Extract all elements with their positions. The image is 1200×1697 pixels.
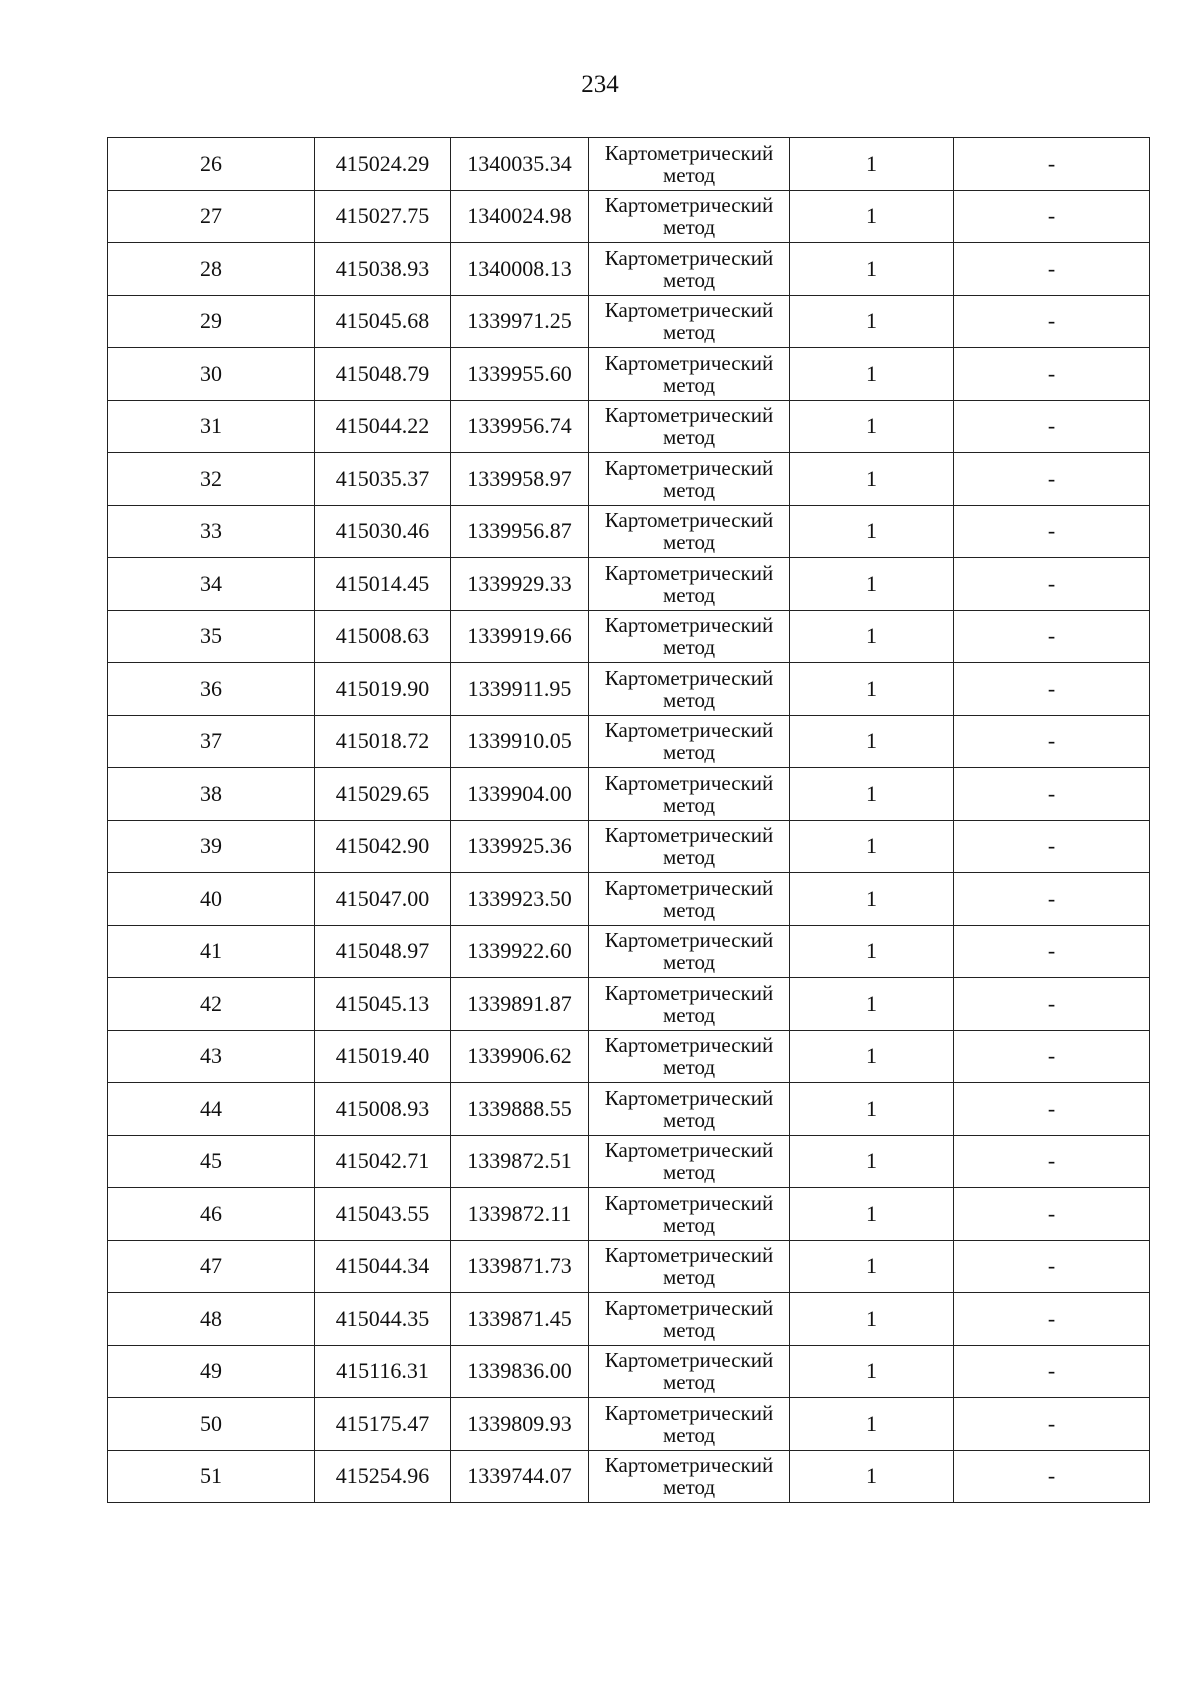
x-coordinate-cell: 415008.93 xyxy=(315,1083,451,1136)
table-row xyxy=(108,400,1150,453)
method-line-2: метод xyxy=(662,215,716,240)
point-number-cell: 45 xyxy=(108,1135,315,1188)
method-line-1: Картометрический xyxy=(604,1190,774,1215)
method-line-1: Картометрический xyxy=(604,1033,774,1058)
method-line-1: Картометрический xyxy=(604,823,774,848)
method-cell xyxy=(589,1240,790,1293)
point-number-cell: 50 xyxy=(108,1398,315,1451)
method-cell xyxy=(589,138,790,191)
y-coordinate-cell: 1339958.97 xyxy=(451,453,589,506)
note-cell: - xyxy=(954,873,1150,926)
method-line-2: метод xyxy=(662,267,716,292)
point-number-cell: 42 xyxy=(108,978,315,1031)
table-row xyxy=(108,243,1150,296)
y-coordinate-cell: 1339955.60 xyxy=(451,348,589,401)
method-line-2: метод xyxy=(662,740,716,765)
accuracy-cell: 1 xyxy=(790,1398,954,1451)
x-coordinate-cell: 415175.47 xyxy=(315,1398,451,1451)
table-row xyxy=(108,820,1150,873)
note-cell: - xyxy=(954,1450,1150,1503)
method-cell xyxy=(589,1450,790,1503)
accuracy-cell: 1 xyxy=(790,295,954,348)
method-line-2: метод xyxy=(662,897,716,922)
note-cell: - xyxy=(954,453,1150,506)
note-cell: - xyxy=(954,1135,1150,1188)
method-cell xyxy=(589,505,790,558)
y-coordinate-cell: 1339925.36 xyxy=(451,820,589,873)
y-coordinate-cell: 1339904.00 xyxy=(451,768,589,821)
method-line-2: метод xyxy=(662,162,716,187)
method-line-1: Картометрический xyxy=(604,980,774,1005)
method-cell xyxy=(589,558,790,611)
accuracy-cell: 1 xyxy=(790,505,954,558)
point-number-cell: 47 xyxy=(108,1240,315,1293)
method-line-2: метод xyxy=(662,1212,716,1237)
y-coordinate-cell: 1340008.13 xyxy=(451,243,589,296)
point-number-cell: 35 xyxy=(108,610,315,663)
table-row xyxy=(108,558,1150,611)
note-cell: - xyxy=(954,925,1150,978)
point-number-cell: 41 xyxy=(108,925,315,978)
x-coordinate-cell: 415043.55 xyxy=(315,1188,451,1241)
method-cell xyxy=(589,348,790,401)
note-cell: - xyxy=(954,820,1150,873)
table-row xyxy=(108,1135,1150,1188)
method-cell xyxy=(589,453,790,506)
accuracy-cell: 1 xyxy=(790,1345,954,1398)
x-coordinate-cell: 415008.63 xyxy=(315,610,451,663)
y-coordinate-cell: 1339956.87 xyxy=(451,505,589,558)
x-coordinate-cell: 415027.75 xyxy=(315,190,451,243)
method-cell xyxy=(589,978,790,1031)
x-coordinate-cell: 415045.13 xyxy=(315,978,451,1031)
method-line-1: Картометрический xyxy=(604,770,774,795)
table-row xyxy=(108,190,1150,243)
accuracy-cell: 1 xyxy=(790,348,954,401)
method-line-2: метод xyxy=(662,582,716,607)
method-line-2: метод xyxy=(662,1317,716,1342)
method-line-2: метод xyxy=(662,1160,716,1185)
x-coordinate-cell: 415254.96 xyxy=(315,1450,451,1503)
note-cell: - xyxy=(954,505,1150,558)
method-cell xyxy=(589,243,790,296)
y-coordinate-cell: 1339744.07 xyxy=(451,1450,589,1503)
method-line-1: Картометрический xyxy=(604,665,774,690)
method-cell xyxy=(589,1398,790,1451)
y-coordinate-cell: 1340024.98 xyxy=(451,190,589,243)
y-coordinate-cell: 1339910.05 xyxy=(451,715,589,768)
coordinates-table xyxy=(107,137,1150,1503)
note-cell: - xyxy=(954,1398,1150,1451)
y-coordinate-cell: 1339872.11 xyxy=(451,1188,589,1241)
point-number-cell: 30 xyxy=(108,348,315,401)
note-cell: - xyxy=(954,138,1150,191)
method-line-2: метод xyxy=(662,1265,716,1290)
method-line-2: метод xyxy=(662,635,716,660)
accuracy-cell: 1 xyxy=(790,1450,954,1503)
accuracy-cell: 1 xyxy=(790,925,954,978)
method-line-2: метод xyxy=(662,477,716,502)
accuracy-cell: 1 xyxy=(790,715,954,768)
table-row xyxy=(108,768,1150,821)
method-line-1: Картометрический xyxy=(604,245,774,270)
accuracy-cell: 1 xyxy=(790,138,954,191)
method-cell xyxy=(589,1083,790,1136)
note-cell: - xyxy=(954,243,1150,296)
x-coordinate-cell: 415030.46 xyxy=(315,505,451,558)
y-coordinate-cell: 1339888.55 xyxy=(451,1083,589,1136)
method-line-2: метод xyxy=(662,425,716,450)
point-number-cell: 49 xyxy=(108,1345,315,1398)
y-coordinate-cell: 1339871.45 xyxy=(451,1293,589,1346)
accuracy-cell: 1 xyxy=(790,1240,954,1293)
accuracy-cell: 1 xyxy=(790,610,954,663)
method-line-1: Картометрический xyxy=(604,1400,774,1425)
table-row xyxy=(108,1240,1150,1293)
table-row xyxy=(108,348,1150,401)
method-cell xyxy=(589,295,790,348)
method-line-2: метод xyxy=(662,792,716,817)
x-coordinate-cell: 415044.35 xyxy=(315,1293,451,1346)
x-coordinate-cell: 415045.68 xyxy=(315,295,451,348)
table-row xyxy=(108,1398,1150,1451)
point-number-cell: 38 xyxy=(108,768,315,821)
method-line-1: Картометрический xyxy=(604,403,774,428)
y-coordinate-cell: 1339871.73 xyxy=(451,1240,589,1293)
x-coordinate-cell: 415044.34 xyxy=(315,1240,451,1293)
accuracy-cell: 1 xyxy=(790,820,954,873)
method-cell xyxy=(589,1135,790,1188)
method-cell xyxy=(589,1030,790,1083)
point-number-cell: 26 xyxy=(108,138,315,191)
method-cell xyxy=(589,1188,790,1241)
y-coordinate-cell: 1339971.25 xyxy=(451,295,589,348)
note-cell: - xyxy=(954,400,1150,453)
method-line-1: Картометрический xyxy=(604,508,774,533)
table-row xyxy=(108,295,1150,348)
method-line-2: метод xyxy=(662,530,716,555)
method-line-1: Картометрический xyxy=(604,1138,774,1163)
method-cell xyxy=(589,873,790,926)
accuracy-cell: 1 xyxy=(790,1135,954,1188)
method-line-2: метод xyxy=(662,950,716,975)
note-cell: - xyxy=(954,1083,1150,1136)
method-line-1: Картометрический xyxy=(604,560,774,585)
note-cell: - xyxy=(954,348,1150,401)
y-coordinate-cell: 1340035.34 xyxy=(451,138,589,191)
table-row xyxy=(108,873,1150,926)
table-row xyxy=(108,453,1150,506)
method-line-2: метод xyxy=(662,1055,716,1080)
method-line-2: метод xyxy=(662,1370,716,1395)
accuracy-cell: 1 xyxy=(790,243,954,296)
point-number-cell: 43 xyxy=(108,1030,315,1083)
table-row xyxy=(108,1188,1150,1241)
y-coordinate-cell: 1339891.87 xyxy=(451,978,589,1031)
page-number: 234 xyxy=(581,71,619,98)
note-cell: - xyxy=(954,610,1150,663)
y-coordinate-cell: 1339956.74 xyxy=(451,400,589,453)
accuracy-cell: 1 xyxy=(790,1293,954,1346)
method-line-2: метод xyxy=(662,1002,716,1027)
point-number-cell: 27 xyxy=(108,190,315,243)
point-number-cell: 51 xyxy=(108,1450,315,1503)
method-line-1: Картометрический xyxy=(604,1243,774,1268)
point-number-cell: 34 xyxy=(108,558,315,611)
point-number-cell: 46 xyxy=(108,1188,315,1241)
method-line-2: метод xyxy=(662,1422,716,1447)
method-cell xyxy=(589,663,790,716)
coordinates-table-body xyxy=(108,138,1150,1503)
table-row xyxy=(108,1450,1150,1503)
x-coordinate-cell: 415047.00 xyxy=(315,873,451,926)
x-coordinate-cell: 415019.40 xyxy=(315,1030,451,1083)
point-number-cell: 39 xyxy=(108,820,315,873)
method-line-2: метод xyxy=(662,320,716,345)
x-coordinate-cell: 415042.71 xyxy=(315,1135,451,1188)
point-number-cell: 33 xyxy=(108,505,315,558)
method-line-1: Картометрический xyxy=(604,1295,774,1320)
x-coordinate-cell: 415018.72 xyxy=(315,715,451,768)
x-coordinate-cell: 415116.31 xyxy=(315,1345,451,1398)
method-line-1: Картометрический xyxy=(604,1348,774,1373)
method-line-1: Картометрический xyxy=(604,193,774,218)
method-line-1: Картометрический xyxy=(604,718,774,743)
method-line-2: метод xyxy=(662,687,716,712)
point-number-cell: 44 xyxy=(108,1083,315,1136)
note-cell: - xyxy=(954,715,1150,768)
method-cell xyxy=(589,610,790,663)
method-cell xyxy=(589,768,790,821)
method-line-2: метод xyxy=(662,372,716,397)
x-coordinate-cell: 415048.79 xyxy=(315,348,451,401)
point-number-cell: 29 xyxy=(108,295,315,348)
method-cell xyxy=(589,715,790,768)
y-coordinate-cell: 1339836.00 xyxy=(451,1345,589,1398)
method-cell xyxy=(589,1293,790,1346)
method-cell xyxy=(589,190,790,243)
method-line-1: Картометрический xyxy=(604,298,774,323)
table-row xyxy=(108,978,1150,1031)
table-row xyxy=(108,715,1150,768)
note-cell: - xyxy=(954,663,1150,716)
point-number-cell: 48 xyxy=(108,1293,315,1346)
method-line-1: Картометрический xyxy=(604,140,774,165)
table-row xyxy=(108,1345,1150,1398)
method-line-1: Картометрический xyxy=(604,928,774,953)
point-number-cell: 28 xyxy=(108,243,315,296)
y-coordinate-cell: 1339906.62 xyxy=(451,1030,589,1083)
y-coordinate-cell: 1339929.33 xyxy=(451,558,589,611)
x-coordinate-cell: 415024.29 xyxy=(315,138,451,191)
y-coordinate-cell: 1339919.66 xyxy=(451,610,589,663)
method-cell xyxy=(589,400,790,453)
note-cell: - xyxy=(954,1030,1150,1083)
point-number-cell: 37 xyxy=(108,715,315,768)
accuracy-cell: 1 xyxy=(790,978,954,1031)
method-line-2: метод xyxy=(662,1107,716,1132)
x-coordinate-cell: 415042.90 xyxy=(315,820,451,873)
accuracy-cell: 1 xyxy=(790,453,954,506)
y-coordinate-cell: 1339809.93 xyxy=(451,1398,589,1451)
accuracy-cell: 1 xyxy=(790,1188,954,1241)
note-cell: - xyxy=(954,558,1150,611)
table-row xyxy=(108,610,1150,663)
method-line-1: Картометрический xyxy=(604,350,774,375)
note-cell: - xyxy=(954,1345,1150,1398)
note-cell: - xyxy=(954,978,1150,1031)
accuracy-cell: 1 xyxy=(790,558,954,611)
x-coordinate-cell: 415038.93 xyxy=(315,243,451,296)
accuracy-cell: 1 xyxy=(790,1030,954,1083)
accuracy-cell: 1 xyxy=(790,400,954,453)
accuracy-cell: 1 xyxy=(790,190,954,243)
table-row xyxy=(108,1083,1150,1136)
method-line-1: Картометрический xyxy=(604,875,774,900)
x-coordinate-cell: 415035.37 xyxy=(315,453,451,506)
table-row xyxy=(108,505,1150,558)
method-line-2: метод xyxy=(662,845,716,870)
x-coordinate-cell: 415044.22 xyxy=(315,400,451,453)
method-cell xyxy=(589,925,790,978)
note-cell: - xyxy=(954,190,1150,243)
point-number-cell: 36 xyxy=(108,663,315,716)
x-coordinate-cell: 415014.45 xyxy=(315,558,451,611)
point-number-cell: 31 xyxy=(108,400,315,453)
table-row xyxy=(108,1030,1150,1083)
point-number-cell: 40 xyxy=(108,873,315,926)
table-row xyxy=(108,663,1150,716)
accuracy-cell: 1 xyxy=(790,1083,954,1136)
method-cell xyxy=(589,1345,790,1398)
note-cell: - xyxy=(954,295,1150,348)
method-line-2: метод xyxy=(662,1475,716,1500)
y-coordinate-cell: 1339911.95 xyxy=(451,663,589,716)
note-cell: - xyxy=(954,1188,1150,1241)
note-cell: - xyxy=(954,768,1150,821)
method-line-1: Картометрический xyxy=(604,455,774,480)
note-cell: - xyxy=(954,1293,1150,1346)
x-coordinate-cell: 415029.65 xyxy=(315,768,451,821)
method-cell xyxy=(589,820,790,873)
point-number-cell: 32 xyxy=(108,453,315,506)
note-cell: - xyxy=(954,1240,1150,1293)
method-line-1: Картометрический xyxy=(604,1085,774,1110)
table-row xyxy=(108,138,1150,191)
y-coordinate-cell: 1339923.50 xyxy=(451,873,589,926)
accuracy-cell: 1 xyxy=(790,768,954,821)
table-row xyxy=(108,925,1150,978)
accuracy-cell: 1 xyxy=(790,663,954,716)
x-coordinate-cell: 415019.90 xyxy=(315,663,451,716)
y-coordinate-cell: 1339922.60 xyxy=(451,925,589,978)
method-line-1: Картометрический xyxy=(604,1453,774,1478)
method-line-1: Картометрический xyxy=(604,613,774,638)
table-row xyxy=(108,1293,1150,1346)
x-coordinate-cell: 415048.97 xyxy=(315,925,451,978)
y-coordinate-cell: 1339872.51 xyxy=(451,1135,589,1188)
accuracy-cell: 1 xyxy=(790,873,954,926)
